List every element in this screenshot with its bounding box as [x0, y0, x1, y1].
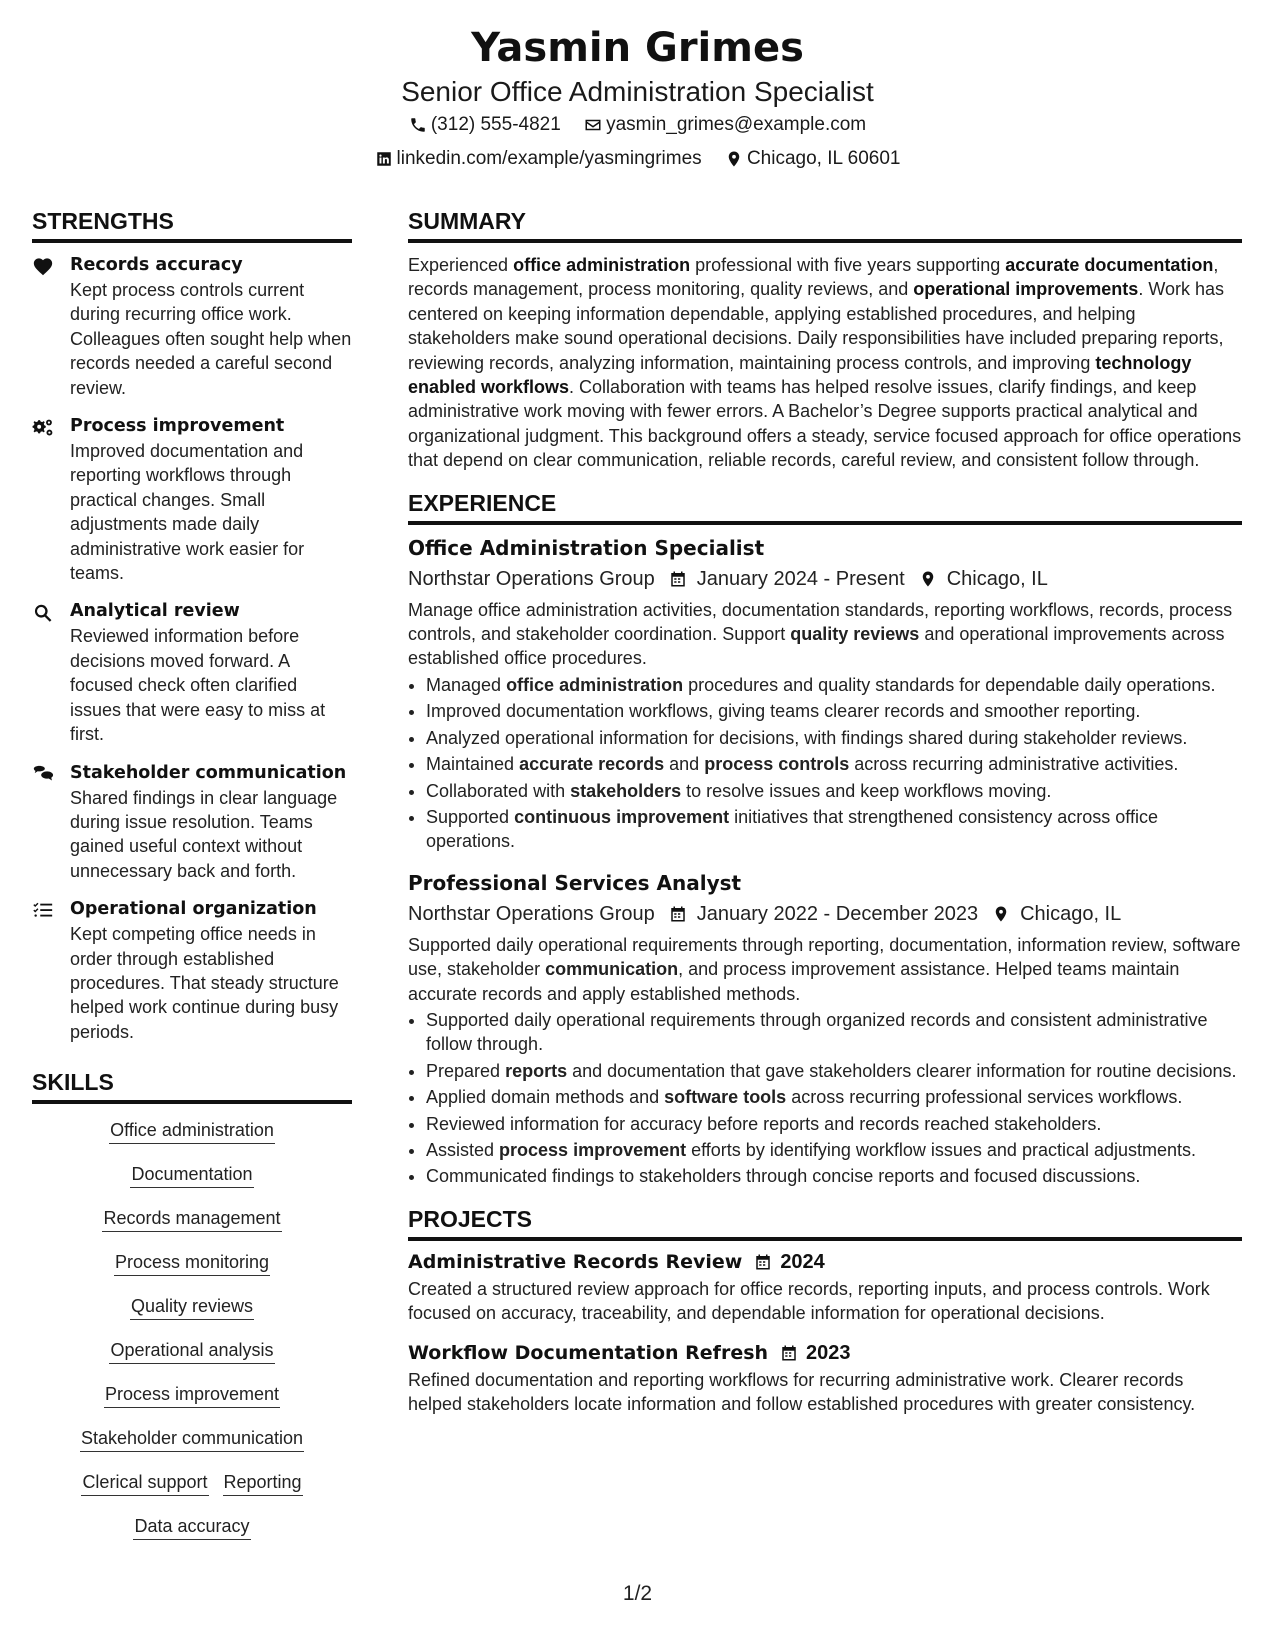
project-entry: [408, 1338, 1242, 1417]
job-bullet: • Applied domain methods and software tools across recurring professional services workflows.: [426, 1085, 1242, 1109]
job-entry: [408, 533, 1242, 854]
strength-title: Operational organization: [70, 899, 317, 920]
projects-heading: PROJECTS: [408, 1203, 1242, 1241]
map-pin-icon: [919, 570, 937, 588]
strengths-heading: STRENGTHS: [32, 205, 352, 243]
summary-heading: SUMMARY: [408, 205, 1242, 243]
strength-title: Records accuracy: [70, 255, 243, 275]
strength-desc: Kept competing office needs in order through established procedures. That steady structure helped work continue during busy periods.: [70, 924, 339, 1042]
skill-tag: Quality reviews: [130, 1294, 254, 1320]
email-contact[interactable]: [584, 110, 866, 140]
calendar-icon: [669, 905, 687, 923]
contact-row-2: [0, 144, 1275, 178]
job-bullet: • Improved documentation workflows, giving teams clearer records and smoother reporting.: [426, 699, 1242, 723]
job-bullet: • Collaborated with stakeholders to resolve issues and keep workflows moving.: [426, 779, 1242, 803]
job-bullet: • Maintained accurate records and process controls across recurring administrative activities.: [426, 752, 1242, 776]
skill-tag: Reporting: [223, 1470, 303, 1496]
job-bullet: • Communicated findings to stakeholders through concise reports and focused discussions.: [426, 1164, 1242, 1188]
skill-tag: Office administration: [109, 1118, 275, 1144]
strength-item: [32, 761, 352, 884]
skills-heading: SKILLS: [32, 1066, 352, 1104]
job-bullet: • Prepared reports and documentation that gave stakeholders clearer information for routine decisions.: [426, 1059, 1242, 1083]
skill-tag: Stakeholder communication: [80, 1426, 304, 1452]
phone-text: (312) 555-4821: [430, 114, 561, 135]
project-description: Refined documentation and reporting workflows for recurring administrative work. Clearer records helped stakeholders locate information and follow established procedures with greater consistency.: [408, 1369, 1196, 1414]
skill-tag: Process monitoring: [114, 1250, 270, 1276]
project-title: Workflow Documentation Refresh: [408, 1341, 769, 1364]
job-meta: [408, 898, 1242, 930]
job-dates: January 2022 - December 2023: [696, 902, 979, 925]
project-year: 2023: [806, 1341, 851, 1364]
skill-tag: Records management: [102, 1206, 281, 1232]
job-meta: [408, 563, 1242, 595]
job-description: Supported daily operational requirements through reporting, documentation, information review, software use, stakeholder communication, and process improvement assistance. Helped teams maintain accurate records and apply established methods.: [408, 934, 1241, 1004]
job-bullet: • Assisted process improvement efforts by identifying workflow issues and practical adjustments.: [426, 1138, 1242, 1162]
strength-desc: Shared findings in clear language during issue resolution. Teams gained useful context without unnecessary back and forth.: [70, 787, 338, 881]
job-location: Chicago, IL: [1020, 902, 1122, 925]
phone-contact: [409, 110, 561, 140]
summary-text: Experienced office administration professional with five years supporting accurate documentation, records management, process monitoring, quality reviews, and operational improvements. Work has centered on keeping information dependable, applying established procedures, and helping stakeholders make sound operational decisions. Daily responsibilities have included preparing reports, reviewing records, analyzing information, maintaining process controls, and improving technology enabled workflows. Collaboration with teams has helped resolve issues, clarify findings, and keep administrative work moving with fewer errors. A Bachelor’s Degree supports practical analytical and organizational judgment. This background offers a steady, service focused approach for office operations that depend on clear communication, reliable records, careful review, and consistent follow through.: [408, 255, 1242, 471]
calendar-icon: [780, 1344, 798, 1362]
strengths-list: [32, 253, 352, 1044]
job-title: Office Administration Specialist: [408, 535, 765, 560]
job-bullet: • Reviewed information for accuracy before reports and records reached stakeholders.: [426, 1112, 1242, 1136]
left-column: [32, 205, 352, 1558]
project-entry: [408, 1247, 1242, 1326]
calendar-icon: [669, 570, 687, 588]
job-location: Chicago, IL: [946, 567, 1048, 590]
strength-desc: Kept process controls current during recurring office work. Colleagues often sought help when records needed a careful second review.: [70, 280, 352, 398]
strength-title: Process improvement: [70, 416, 285, 437]
map-pin-icon: [992, 905, 1010, 923]
job-entry: [408, 868, 1242, 1189]
candidate-name: Yasmin Grimes: [471, 25, 804, 71]
skill-tag: Documentation: [130, 1162, 253, 1188]
job-bullet: • Supported daily operational requirements through organized records and consistent administrative follow through.: [426, 1008, 1242, 1057]
search-icon: [32, 602, 54, 624]
heart-icon: [32, 256, 54, 278]
gears-icon: [32, 417, 54, 439]
phone-icon: [409, 116, 427, 134]
project-title: Administrative Records Review: [408, 1250, 743, 1273]
strength-item: [32, 897, 352, 1044]
strength-title: Analytical review: [70, 601, 240, 622]
map-pin-icon: [725, 150, 743, 168]
skill-tag: Clerical support: [81, 1470, 208, 1496]
email-text[interactable]: yasmin_grimes@example.com: [606, 114, 867, 135]
job-company: Northstar Operations Group: [408, 902, 655, 925]
skill-tag: Operational analysis: [109, 1338, 274, 1364]
job-company: Northstar Operations Group: [408, 567, 655, 590]
calendar-icon: [754, 1253, 772, 1271]
job-bullets: [408, 1008, 1242, 1189]
project-description: Created a structured review approach for office records, reporting inputs, and process controls. Work focused on accuracy, traceability, and dependable information for operational decisions.: [408, 1278, 1210, 1324]
strength-desc: Improved documentation and reporting workflows through practical changes. Small adjustments made daily administrative work easier for teams.: [70, 441, 305, 584]
strength-title: Stakeholder communication: [70, 762, 347, 783]
page-number: 1/2: [622, 1582, 653, 1605]
experience-heading: EXPERIENCE: [408, 487, 1242, 525]
project-year: 2024: [780, 1250, 825, 1273]
linkedin-text[interactable]: linkedin.com/example/yasmingrimes: [396, 148, 702, 169]
job-description: Manage office administration activities, documentation standards, reporting workflows, records, process controls, and stakeholder coordination. Support quality reviews and operational improvements across established office procedures.: [408, 599, 1233, 669]
job-bullet: • Managed office administration procedures and quality standards for dependable daily operations.: [426, 673, 1242, 697]
location-contact: [725, 144, 901, 174]
job-bullet: • Supported continuous improvement initiatives that strengthened consistency across office operations.: [426, 805, 1242, 854]
contact-row-1: [0, 110, 1275, 144]
comments-icon: [32, 764, 54, 786]
envelope-icon: [584, 116, 602, 134]
candidate-title: Senior Office Administration Specialist: [401, 76, 874, 107]
skill-tag: Data accuracy: [133, 1514, 250, 1540]
strength-item: [32, 414, 352, 585]
right-column: [408, 205, 1242, 1416]
resume-header: [0, 22, 1275, 178]
linkedin-contact[interactable]: [375, 144, 702, 174]
skills-list: [32, 1118, 352, 1541]
job-bullet: • Analyzed operational information for decisions, with findings shared during stakeholder reviews.: [426, 726, 1242, 750]
linkedin-icon: [375, 150, 393, 168]
job-title: Professional Services Analyst: [408, 870, 742, 895]
strength-desc: Reviewed information before decisions moved forward. A focused check often clarified issues that were easy to miss at first.: [70, 626, 326, 745]
job-dates: January 2024 - Present: [696, 567, 905, 590]
job-bullets: [408, 673, 1242, 854]
strength-item: [32, 253, 352, 400]
location-text: Chicago, IL 60601: [746, 148, 901, 169]
list-check-icon: [32, 900, 54, 922]
skill-tag: Process improvement: [104, 1382, 280, 1408]
strength-item: [32, 599, 352, 746]
